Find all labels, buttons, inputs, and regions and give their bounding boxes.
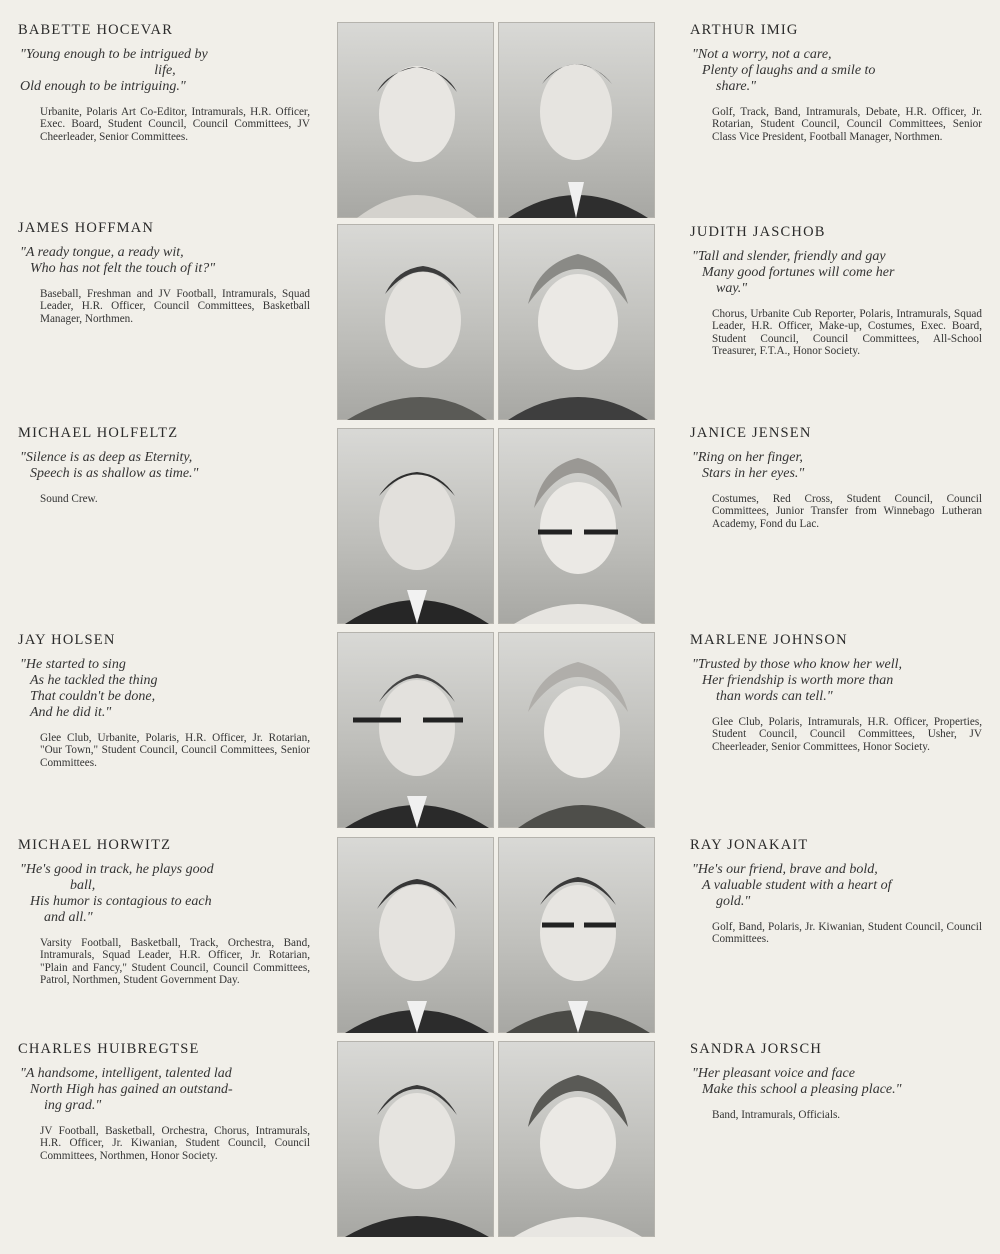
senior-entry-jonakait (690, 837, 982, 946)
senior-quote (20, 245, 310, 277)
quote-line: ing grad." (44, 1098, 102, 1113)
activities-list: Sound Crew. (40, 493, 98, 505)
senior-quote (692, 657, 982, 705)
portrait-photo (337, 22, 494, 218)
quote-line: "He's good in track, he plays good (20, 862, 214, 877)
activities-list: Varsity Football, Basketball, Track, Orchestra, Band, Intramurals, Squad Leader, H.R. Officer, Jr. Rotarian, "Plain and Fancy," Student Council, Council Committees, Patrol, Northmen, Student Government Day. (40, 937, 310, 986)
student-name: JAY HOLSEN (18, 632, 116, 648)
quote-line: As he tackled the thing (30, 673, 158, 688)
activities-list: Urbanite, Polaris Art Co-Editor, Intramurals, H.R. Officer, Exec. Board, Student Council, Council Committees, JV Cheerleader, Senior Committees. (40, 106, 310, 143)
quote-line: way." (716, 281, 748, 296)
senior-quote (692, 450, 982, 482)
senior-quote (20, 657, 310, 721)
student-name: JANICE JENSEN (690, 425, 812, 441)
portrait-photo (337, 428, 494, 624)
senior-entry-horwitz (18, 837, 310, 986)
quote-line: Her friendship is worth more than (702, 673, 894, 688)
quote-line: "A ready tongue, a ready wit, (20, 245, 184, 260)
quote-line: That couldn't be done, (30, 689, 156, 704)
senior-entry-jensen (690, 425, 982, 530)
quote-line: "Ring on her finger, (692, 450, 803, 465)
quote-line: and all." (44, 910, 93, 925)
quote-line: Many good fortunes will come her (702, 265, 895, 280)
senior-entry-huibregtse (18, 1041, 310, 1162)
quote-line: "Silence is as deep as Eternity, (20, 450, 193, 465)
senior-quote (692, 1066, 982, 1098)
quote-line: Speech is as shallow as time." (30, 466, 199, 481)
quote-line: And he did it." (30, 705, 112, 720)
quote-line: Old enough to be intriguing." (20, 79, 186, 94)
student-name: MICHAEL HORWITZ (18, 837, 172, 853)
quote-line: His humor is contagious to each (30, 894, 212, 909)
activities-list: Band, Intramurals, Officials. (712, 1109, 841, 1121)
activities-list: Chorus, Urbanite Cub Reporter, Polaris, Intramurals, Squad Leader, H.R. Officer, Make-up, Costumes, Exec. Board, Student Council, Council Committees, All-School Treasurer, F.T.A., Honor Society. (712, 308, 982, 357)
quote-line: ball, (70, 878, 96, 893)
quote-line: Who has not felt the touch of it?" (30, 261, 216, 276)
senior-quote (20, 862, 310, 926)
student-name: BABETTE HOCEVAR (18, 22, 174, 38)
quote-line: "He started to sing (20, 657, 126, 672)
portrait-photo (498, 428, 655, 624)
senior-entry-jorsch (690, 1041, 982, 1121)
senior-quote (692, 47, 982, 95)
senior-quote (692, 249, 982, 297)
activities-list: Glee Club, Polaris, Intramurals, H.R. Officer, Properties, Student Council, Council Committees, Usher, JV Cheerleader, Senior Committees, Honor Society. (712, 716, 982, 753)
quote-line: "Her pleasant voice and face (692, 1066, 855, 1081)
student-name: SANDRA JORSCH (690, 1041, 823, 1057)
quote-line: share." (716, 79, 756, 94)
student-name: RAY JONAKAIT (690, 837, 809, 853)
quote-line: "Young enough to be intrigued by (20, 47, 208, 62)
quote-line: "He's our friend, brave and bold, (692, 862, 878, 877)
portrait-photo (498, 632, 655, 828)
quote-line: gold." (716, 894, 751, 909)
activities-list: Golf, Band, Polaris, Jr. Kiwanian, Student Council, Council Committees. (712, 921, 982, 946)
quote-line: North High has gained an outstand- (30, 1082, 233, 1097)
quote-line: "A handsome, intelligent, talented lad (20, 1066, 232, 1081)
senior-entry-hocevar (18, 22, 310, 143)
portrait-photo (498, 22, 655, 218)
portrait-photo (337, 837, 494, 1033)
student-name: ARTHUR IMIG (690, 22, 799, 38)
senior-quote (20, 47, 310, 95)
portrait-photo (498, 224, 655, 420)
activities-list: JV Football, Basketball, Orchestra, Chorus, Intramurals, H.R. Officer, Jr. Kiwanian, Student Council, Council Committees, Northmen, Honor Society. (40, 1125, 310, 1162)
portrait-photo (498, 1041, 655, 1237)
senior-entry-imig (690, 22, 982, 143)
quote-line: A valuable student with a heart of (702, 878, 892, 893)
quote-line: "Not a worry, not a care, (692, 47, 832, 62)
quote-line: Make this school a pleasing place." (702, 1082, 902, 1097)
portrait-photo (337, 1041, 494, 1237)
senior-entry-johnson (690, 632, 982, 753)
senior-quote (20, 1066, 310, 1114)
quote-line: "Trusted by those who know her well, (692, 657, 903, 672)
portrait-photo (498, 837, 655, 1033)
activities-list: Golf, Track, Band, Intramurals, Debate, H.R. Officer, Jr. Rotarian, Student Council, Council Committees, Senior Class Vice President, Football Manager, Northmen. (712, 106, 982, 143)
quote-line: "Tall and slender, friendly and gay (692, 249, 886, 264)
senior-quote (692, 862, 982, 910)
activities-list: Costumes, Red Cross, Student Council, Council Committees, Junior Transfer from Winnebago Lutheran Academy, Fond du Lac. (712, 493, 982, 530)
portrait-photo (337, 632, 494, 828)
senior-quote (20, 450, 310, 482)
student-name: JAMES HOFFMAN (18, 220, 155, 236)
activities-list: Glee Club, Urbanite, Polaris, H.R. Officer, Jr. Rotarian, "Our Town," Student Council, Council Committees, Senior Committees. (40, 732, 310, 769)
activities-list: Baseball, Freshman and JV Football, Intramurals, Squad Leader, H.R. Officer, Council Committees, Basketball Manager, Northmen. (40, 288, 310, 325)
senior-entry-holsen (18, 632, 310, 769)
quote-line: than words can tell." (716, 689, 833, 704)
student-name: MARLENE JOHNSON (690, 632, 848, 648)
senior-entry-holfeltz (18, 425, 310, 505)
quote-line: Stars in her eyes." (702, 466, 805, 481)
quote-line: life, (154, 63, 176, 78)
senior-entry-jaschob (690, 224, 982, 357)
portrait-photo (337, 224, 494, 420)
quote-line: Plenty of laughs and a smile to (702, 63, 876, 78)
senior-entry-hoffman (18, 220, 310, 325)
student-name: MICHAEL HOLFELTZ (18, 425, 179, 441)
student-name: CHARLES HUIBREGTSE (18, 1041, 200, 1057)
student-name: JUDITH JASCHOB (690, 224, 826, 240)
